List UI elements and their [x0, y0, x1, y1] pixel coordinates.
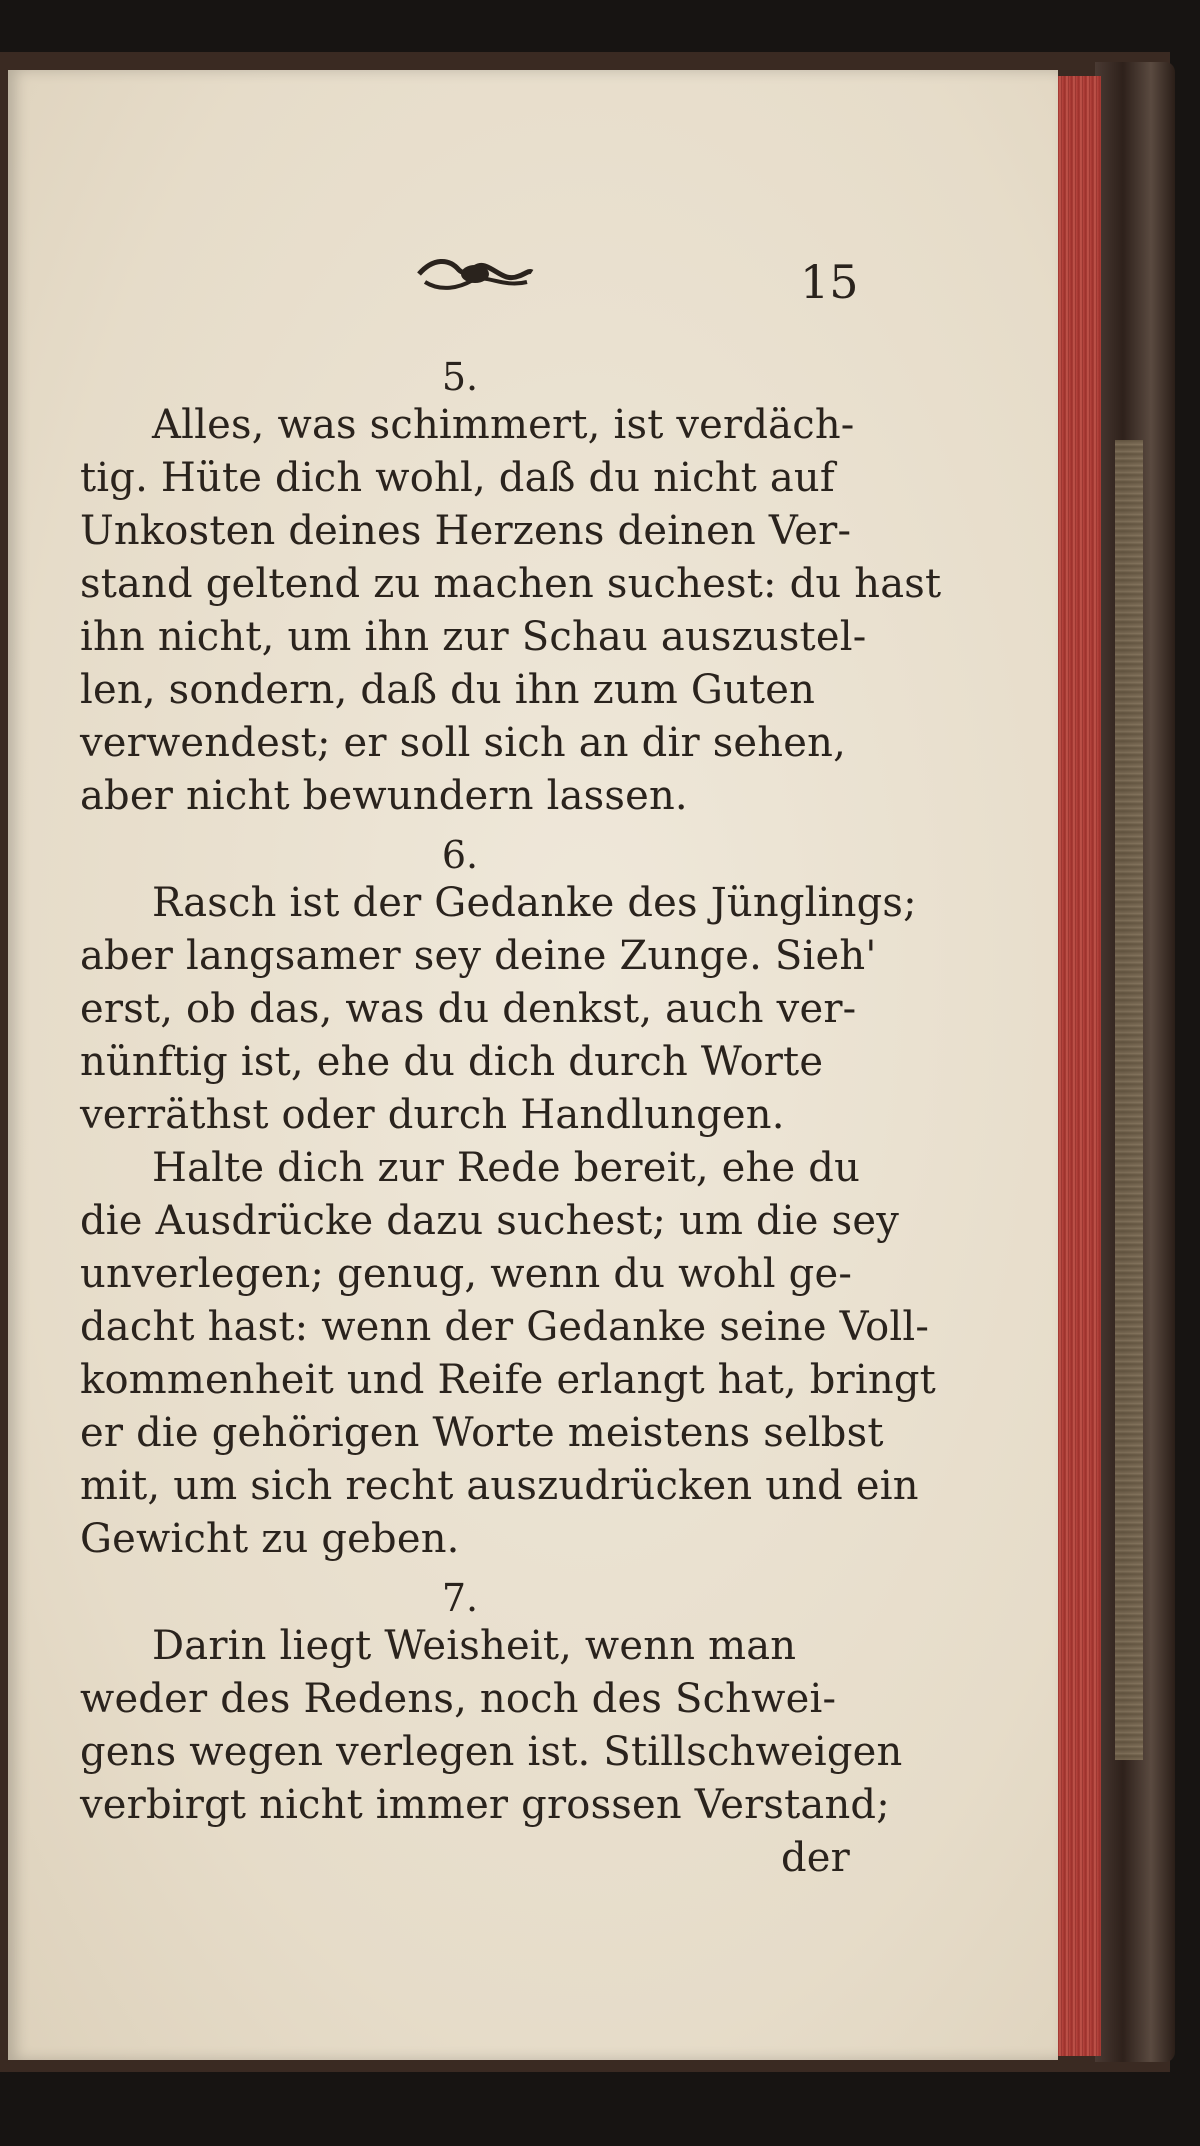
text-line: Darin liegt Weisheit, wenn man	[152, 1623, 797, 1669]
text-line: er die gehörigen Worte meistens selbst	[80, 1410, 884, 1456]
text-line: len, sondern, daß du ihn zum Guten	[80, 667, 816, 713]
text-line: Halte dich zur Rede bereit, ehe du	[152, 1145, 861, 1191]
text-line: kommenheit und Reife erlangt hat, bringt	[80, 1357, 936, 1403]
page-number: 15	[800, 255, 859, 309]
text-line: Unkosten deines Herzens deinen Ver-	[80, 508, 852, 554]
text-line: gens wegen verlegen ist. Stillschweigen	[80, 1729, 903, 1775]
catchword: der	[781, 1835, 850, 1881]
text-line: mit, um sich recht auszudrücken und ein	[80, 1463, 919, 1509]
text-line: Rasch ist der Gedanke des Jünglings;	[152, 880, 917, 926]
text-line: aber langsamer sey deine Zunge. Sieh'	[80, 933, 877, 979]
text-line: Alles, was schimmert, ist verdäch-	[152, 402, 855, 448]
text-line: unverlegen; genug, wenn du wohl ge-	[80, 1251, 853, 1297]
text-line: tig. Hüte dich wohl, daß du nicht auf	[80, 455, 835, 501]
page-edges	[1055, 76, 1101, 2056]
text-line: aber nicht bewundern lassen.	[80, 773, 688, 819]
text-line: nünftig ist, ehe du dich durch Worte	[80, 1039, 824, 1085]
section-number: 6.	[441, 833, 479, 877]
text-line: verbirgt nicht immer grossen Verstand;	[80, 1782, 890, 1828]
text-line: die Ausdrücke dazu suchest; um die sey	[80, 1198, 899, 1244]
binding-stitching	[1115, 440, 1143, 1760]
text-line: stand geltend zu machen suchest: du hast	[80, 561, 942, 607]
printers-ornament-icon	[415, 252, 535, 296]
text-line: weder des Redens, noch des Schwei-	[80, 1676, 837, 1722]
text-line: verräthst oder durch Handlungen.	[80, 1092, 785, 1138]
section-number: 7.	[441, 1576, 479, 1620]
text-line: verwendest; er soll sich an dir sehen,	[80, 720, 847, 766]
text-line: dacht hast: wenn der Gedanke seine Voll-	[80, 1304, 930, 1350]
text-line: Gewicht zu geben.	[80, 1516, 460, 1562]
page-text	[80, 355, 942, 1885]
text-line: erst, ob das, was du denkst, auch ver-	[80, 986, 857, 1032]
section-number: 5.	[441, 355, 479, 399]
text-line: ihn nicht, um ihn zur Schau auszustel-	[80, 614, 867, 660]
